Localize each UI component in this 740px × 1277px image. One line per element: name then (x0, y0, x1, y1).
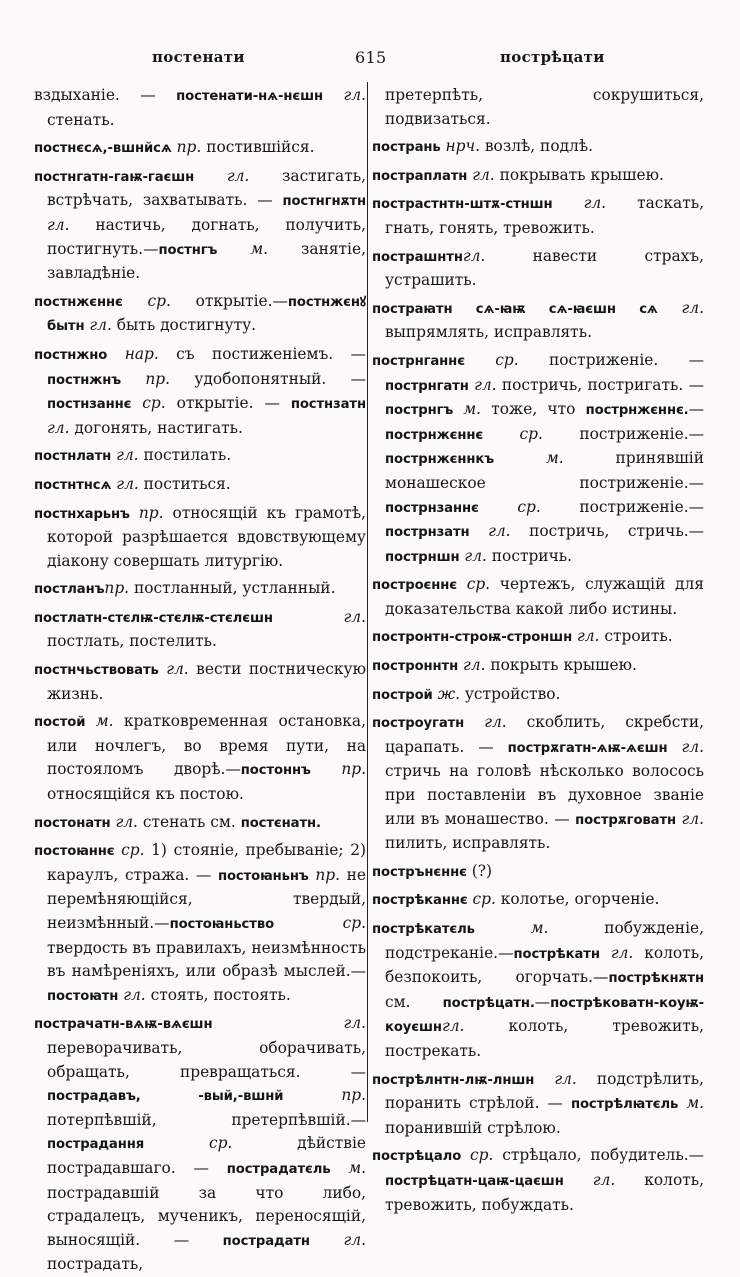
definition-text: принявшій монашеское постриженіе.— (385, 449, 704, 492)
grammar-label: пр. (176, 138, 202, 157)
definition-text: навести страхъ, устрашить. (385, 246, 704, 290)
headword: пострнжєннє. (585, 403, 689, 419)
definition-text: скоблить, скребсти, царапать. — (385, 713, 704, 756)
dictionary-entry (372, 84, 704, 131)
headword: пострѣцатн-цаѭ-цаєшн (385, 1173, 564, 1189)
definition-text: пострадать, (47, 1255, 144, 1274)
headword: постнгнѫтн (282, 194, 366, 210)
headword: пострѣканнє (372, 893, 468, 909)
grammar-label: ср. (342, 914, 366, 932)
grammar-label: ср. (519, 424, 543, 443)
definition-text: подстрѣлить, поранить стрѣлой. — (385, 1069, 704, 1113)
definition-text (479, 498, 518, 516)
grammar-label: гл. (47, 418, 70, 437)
grammar-label: нрч. (445, 137, 480, 156)
definition-text: (?) (466, 861, 493, 880)
definition-text: см. (385, 992, 443, 1011)
dictionary-entry (372, 135, 704, 160)
header-left-guide-word: постенати (152, 48, 245, 66)
grammar-label: гл. (583, 194, 607, 213)
dictionary-entry (372, 711, 704, 856)
grammar-label: гл. (115, 812, 138, 831)
definition-text (483, 425, 519, 443)
definition-text (194, 167, 227, 185)
headword: пострнзаннє (385, 500, 479, 516)
definition-text (212, 1014, 343, 1032)
definition-text: пострадавшій за что либо, страдалецъ, мученикъ, переносящій, выносящій. — (47, 1183, 366, 1249)
grammar-label: пр. (145, 369, 171, 388)
headword: постонатн (34, 815, 111, 831)
headword: постнтнсѧ (34, 477, 112, 493)
definition-text: постричь, стричь.— (510, 522, 704, 541)
definition-text: стричь на головѣ нѣсколько волосось при поставленіи въ духовное званіе или въ монашество. — (385, 762, 704, 828)
headword: постнлатн (34, 449, 112, 465)
dictionary-entry (34, 502, 366, 574)
definition-text: постлать, постелить. (47, 632, 217, 651)
grammar-label: ср. (470, 1146, 494, 1165)
definition-text: вздыханіе. — (34, 86, 177, 104)
definition-text: открытіе.— (170, 291, 288, 310)
definition-text (273, 608, 344, 626)
headword: пострѫгатн-ѧѭ-ѧєшн (507, 740, 668, 756)
dictionary-entry (372, 573, 704, 621)
headword: пострнжєннкъ (385, 452, 495, 468)
left-column (34, 84, 366, 1277)
definition-text: относящій къ грамотѣ, которой разрѣшается вдовствующему діакону совершать литургію. (47, 503, 366, 570)
definition-text: чертежъ, служащій для доказательства какой либо истины. (385, 575, 704, 618)
definition-text: поранившій стрѣлою. (385, 1118, 561, 1137)
headword: пострань (372, 140, 441, 156)
grammar-label: ср. (208, 1134, 233, 1153)
headword: постоꙗннє (34, 844, 115, 860)
headword: пострънєннє (372, 864, 467, 880)
definition-text: тоже, что (481, 400, 586, 419)
headword: пострнзатн (385, 525, 470, 541)
definition-text: стенать. (47, 110, 115, 129)
dictionary-entry (372, 1144, 704, 1217)
grammar-label: пр. (138, 503, 164, 522)
headword: постнзатн (290, 397, 366, 413)
grammar-label: гл. (343, 607, 366, 626)
grammar-label: гл. (488, 522, 511, 541)
dictionary-entry (372, 860, 704, 885)
page-number: 615 (355, 48, 387, 67)
grammar-label: м. (250, 239, 268, 258)
dictionary-entry (34, 811, 366, 836)
dictionary-entry (372, 888, 704, 913)
definition-text (600, 944, 611, 962)
definition-text: таскать, гнать, гонять, тревожить. (385, 194, 704, 237)
grammar-label: гл. (554, 1069, 577, 1088)
grammar-label: гл. (681, 809, 704, 828)
definition-text (470, 522, 489, 540)
dictionary-entry (34, 1012, 366, 1277)
dictionary-entry (34, 84, 366, 132)
headword: пострачатн-вѧѭ-вѧєшн (34, 1017, 213, 1033)
grammar-label: м. (530, 919, 549, 937)
headword: пострнгъ (385, 403, 454, 419)
definition-text: кратковременная остановка, или ночлегъ, во время пути, на постояломъ дворѣ.— (47, 712, 366, 779)
definition-text: выпрямлять, исправлять. (385, 323, 592, 342)
headword: постраплатн (372, 168, 468, 184)
grammar-label: ср. (517, 497, 541, 516)
headword: пострадання (47, 1137, 145, 1153)
grammar-label: ср. (121, 841, 145, 860)
definition-text: покрыть крышею. (485, 656, 637, 675)
headword: пострадавъ, -вый,-вшнй (47, 1089, 284, 1105)
definition-text: стоять, постоять. (145, 985, 291, 1004)
headword: постнжєнꙋ бытн (47, 294, 366, 335)
dictionary-entry (372, 625, 704, 650)
headword: построннтн (372, 659, 459, 675)
definition-text (534, 1070, 554, 1088)
dictionary-entry (372, 917, 704, 1064)
definition-text (130, 504, 139, 522)
grammar-label: ж. (437, 684, 460, 703)
definition-text (131, 394, 142, 412)
headword: постлатн-стєлѭ-стєлѭ-стєлєшн (34, 610, 273, 626)
definition-text (107, 345, 124, 363)
dictionary-entry (372, 245, 704, 293)
grammar-label: пр. (341, 760, 366, 779)
grammar-label: гл. (462, 246, 486, 265)
grammar-label: гл. (681, 737, 704, 756)
definition-text: догонять, настигать. (69, 418, 243, 437)
dictionary-entry (372, 192, 704, 240)
definition-text (121, 370, 145, 388)
dictionary-entry (372, 654, 704, 679)
grammar-label: гл. (610, 943, 634, 962)
definition-text (274, 914, 343, 932)
definition-text: постриженіе.— (540, 497, 704, 516)
headword: постронтн-строѭ-строншн (372, 630, 573, 646)
grammar-label: пр. (104, 579, 130, 598)
headword: постнжєннє (34, 294, 123, 310)
definition-text (461, 1146, 470, 1164)
definition-text: 1) стояніе, пребываніе; 2) караулъ, стража. — (47, 841, 366, 884)
headword: пострншн (385, 549, 460, 565)
headword: постой (34, 715, 86, 731)
definition-text: постланный, устланный. (129, 579, 336, 598)
definition-text (331, 1159, 349, 1177)
definition-text (658, 299, 682, 317)
headword: постнзаннє (47, 397, 132, 413)
headword: пострѣлꙗтєль (570, 1097, 679, 1113)
headword: пострашнтн (372, 249, 463, 265)
headword: пострѣцало (372, 1149, 462, 1165)
grammar-label: гл. (116, 446, 139, 465)
definition-text: удобопонятный. — (170, 369, 366, 388)
definition-text: относящійся къ постою. (47, 785, 244, 804)
grammar-label: гл. (343, 1230, 366, 1249)
headword: постоꙗньство (169, 917, 275, 932)
headword: постнжно (34, 347, 108, 363)
grammar-label: гл. (681, 298, 704, 317)
headword: построугатн (372, 716, 465, 732)
dictionary-entry (372, 349, 704, 569)
grammar-label: гл. (484, 713, 507, 732)
definition-text: колоть, безпокоить, огорчать.— (385, 943, 704, 987)
grammar-label: гл. (89, 316, 112, 335)
headword: постнхарьнъ (34, 506, 130, 522)
definition-text (453, 400, 463, 418)
definition-text (464, 713, 484, 731)
right-column (372, 84, 704, 1217)
definition-text: колоть, тревожить, пострекать. (385, 1017, 704, 1060)
definition-text: занятіе, завладѣніе. (47, 239, 366, 283)
definition-text: возлѣ, подлѣ. (480, 137, 594, 156)
definition-text: твердость въ правилахъ, неизмѣнность въ намѣреніяхъ, или образѣ мыслей.— (47, 938, 366, 981)
dictionary-entry (34, 658, 366, 706)
headword: пострадатн (222, 1233, 310, 1249)
definition-text: застигать, встрѣчать, захватывать. — (47, 166, 366, 210)
definition-text: съ постиженіемъ. — (158, 344, 366, 363)
definition-text: устройство. (459, 684, 561, 703)
headword: построй (372, 687, 433, 703)
grammar-label: гл. (472, 165, 495, 184)
headword: пострнганнє (372, 353, 465, 369)
definition-text: постриженіе. — (518, 350, 704, 369)
dictionary-entry (34, 710, 366, 806)
definition-text: — (534, 992, 551, 1011)
definition-text (85, 712, 95, 730)
dictionary-entry (34, 290, 366, 339)
grammar-label: гл. (463, 656, 486, 675)
definition-text: не перемѣняющійся, твердый, неизмѣнный.— (47, 865, 366, 932)
grammar-label: м. (348, 1158, 366, 1177)
definition-text: настичь, догнать, получить, постигнуть.— (47, 215, 366, 258)
headword: пострѣкатєль (372, 922, 475, 937)
dictionary-entry (372, 683, 704, 708)
definition-text: постричь. (486, 546, 573, 565)
headword: постенати-нѧ-нєшн (176, 89, 324, 104)
headword: пострѣлнтн-лѭ-лншн (372, 1072, 535, 1088)
definition-text (457, 575, 467, 593)
definition-text: побужденіе, подстреканіе.— (385, 919, 704, 962)
headword: постланъ (34, 582, 105, 598)
grammar-label: пр. (315, 865, 341, 884)
definition-text (475, 919, 531, 937)
definition-text: поститься. (138, 474, 231, 493)
dictionary-entry (34, 473, 366, 498)
grammar-label: гл. (474, 375, 497, 394)
headword: пострнжєннє (385, 427, 484, 443)
grammar-label: гл. (116, 474, 139, 493)
definition-text (553, 194, 584, 212)
grammar-label: м. (95, 712, 114, 731)
dictionary-entry (372, 164, 704, 189)
grammar-label: ср. (147, 291, 171, 310)
grammar-label: м. (463, 400, 482, 419)
definition-text: — (688, 400, 704, 419)
definition-text: открытіе. — (165, 394, 291, 413)
headword: пострѣкатн (513, 946, 600, 962)
headword: пострастнтн-штѫ-стншн (372, 197, 553, 213)
definition-text: колотье, огорченіе. (495, 890, 660, 909)
definition-text (465, 351, 495, 369)
headword: пострѣцатн. (442, 995, 535, 1011)
headword: пострадатєль (226, 1161, 331, 1177)
grammar-label: ср. (495, 350, 519, 369)
dictionary-entry (372, 1068, 704, 1141)
grammar-label: м. (686, 1094, 704, 1113)
grammar-label: гл. (226, 166, 250, 185)
definition-text: стрѣцало, побудитель.— (493, 1146, 704, 1165)
grammar-label: ср. (142, 394, 166, 413)
definition-text (494, 449, 546, 467)
dictionary-entry (34, 444, 366, 469)
definition-text: потерпѣвшій, претерпѣвшій.— (47, 1110, 366, 1129)
dictionary-entry (34, 343, 366, 440)
definition-text (564, 1171, 593, 1189)
grammar-label: ср. (472, 890, 496, 909)
grammar-label: ср. (466, 575, 491, 594)
grammar-label: нар. (124, 344, 159, 363)
headword: пострѣкнѫтн (608, 971, 704, 987)
headword: постоннъ (240, 763, 311, 779)
definition-text: постриженіе.— (542, 424, 704, 443)
grammar-label: гл. (343, 86, 366, 104)
grammar-label: гл. (166, 660, 189, 679)
grammar-label: пр. (341, 1086, 366, 1105)
headword: постоꙗтн (47, 988, 119, 1004)
headword: постнжнъ (47, 372, 122, 388)
definition-text: переворачивать, оборачивать, обращать, превращаться. — (47, 1038, 366, 1081)
headword: постнчьствовать (34, 663, 159, 679)
definition-text: строить. (599, 627, 673, 646)
definition-text: вести постническую жизнь. (47, 660, 366, 703)
definition-text (217, 240, 250, 258)
dictionary-entry (34, 577, 366, 602)
definition-text: покрывать крышею. (494, 165, 664, 184)
definition-text: постившійся. (201, 138, 315, 157)
definition-text (323, 86, 343, 104)
definition-text: колоть, тревожить, побуждать. (385, 1170, 704, 1214)
grammar-label: гл. (47, 215, 70, 234)
grammar-label: гл. (464, 546, 487, 565)
grammar-label: гл. (343, 1014, 366, 1033)
grammar-label: м. (545, 449, 564, 468)
column-divider (367, 82, 368, 1122)
headword: пострѣковатн-коуѭ-коуєшн (385, 995, 704, 1036)
grammar-label: гл. (123, 985, 146, 1004)
headword: пострнгатн (385, 378, 469, 394)
definition-text: стенать см. (137, 812, 241, 831)
definition-text: быть достигнуту. (111, 316, 257, 335)
grammar-label: гл. (592, 1170, 616, 1189)
dictionary-entry (34, 136, 366, 161)
headword: постнгатн-гаѭ-гаєшн (34, 169, 195, 185)
definition-text (668, 738, 682, 756)
definition-text: постричь, постригать. — (496, 375, 704, 394)
definition-text: пилить, исправлять. (385, 834, 551, 853)
dictionary-entry (34, 165, 366, 286)
dictionary-entry (34, 839, 366, 1008)
headword: пострѫговатн (575, 812, 677, 828)
headword: построєннє (372, 578, 457, 594)
grammar-label: гл. (576, 627, 600, 646)
headword: постнєсѧ,-вшнйсѧ (34, 141, 172, 157)
grammar-label: гл. (441, 1017, 465, 1036)
definition-text: постилать. (138, 446, 232, 465)
header-right-guide-word: пострѣцати (500, 48, 605, 66)
definition-text (123, 292, 148, 310)
definition-text (283, 1086, 341, 1104)
headword: постоꙗньнъ (217, 868, 309, 884)
definition-text (310, 1231, 344, 1249)
definition-text: дѣйствіе пострадавшаго. — (47, 1134, 366, 1177)
headword: постнгъ (158, 242, 218, 258)
headword: постєнатн. (240, 815, 321, 831)
dictionary-entry (34, 606, 366, 654)
dictionary-entry (372, 297, 704, 345)
definition-text (311, 760, 342, 778)
headword: постраꙗтн сѧ-ꙗѭ сѧ-ꙗєшн сѧ (372, 301, 658, 317)
definition-text: претерпѣть, сокрушиться, подвизаться. (385, 86, 704, 128)
definition-text (144, 1134, 209, 1152)
